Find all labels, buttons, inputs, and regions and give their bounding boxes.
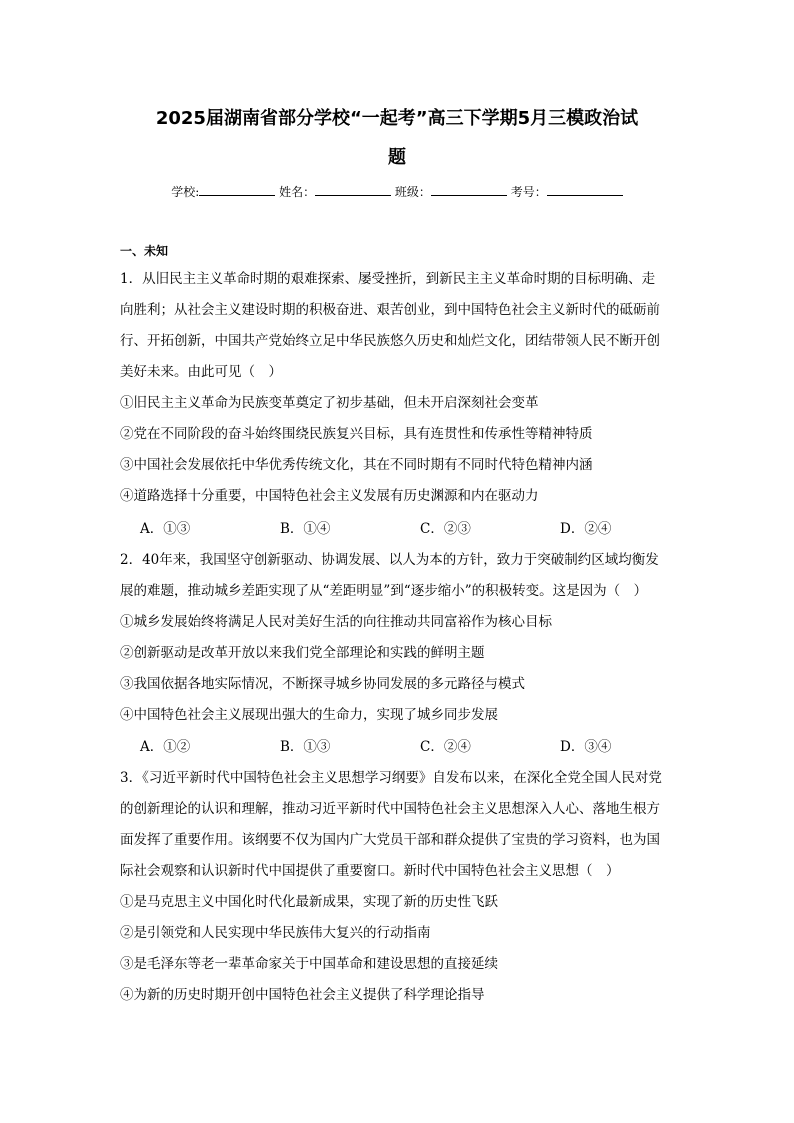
q2-statement: ①城乡发展始终将满足人民对美好生活的向往推动共同富裕作为核心目标 bbox=[120, 614, 552, 630]
q1-option-b[interactable]: B．①④ bbox=[280, 521, 331, 537]
school-label: 学校: bbox=[171, 185, 200, 199]
student-info-row bbox=[0, 182, 794, 200]
q3-statement: ③是毛泽东等老一辈革命家关于中国革命和建设思想的直接延续 bbox=[120, 956, 498, 972]
q2-option-a[interactable]: A．①② bbox=[140, 739, 191, 755]
q1-stem-line: 美好未来。由此可见（ ） bbox=[120, 364, 282, 380]
q1-statement: ③中国社会发展依托中华优秀传统文化，其在不同时期有不同时代特色精神内涵 bbox=[120, 457, 593, 473]
q3-statement: ①是马克思主义中国化时代化最新成果，实现了新的历史性飞跃 bbox=[120, 894, 498, 910]
q3-stem-line: 面发挥了重要作用。该纲要不仅为国内广大党员干部和群众提供了宝贵的学习资料，也为国 bbox=[120, 832, 660, 848]
q2-statement: ④中国特色社会主义展现出强大的生命力，实现了城乡同步发展 bbox=[120, 707, 498, 723]
q1-stem-line: 行、开拓创新，中国共产党始终立足中华民族悠久历史和灿烂文化，团结带领人民不断开创 bbox=[120, 333, 660, 349]
q1-stem-line: 1．从旧民主主义革命时期的艰难探索、屡受挫折，到新民主主义革命时期的目标明确、走 bbox=[120, 271, 656, 287]
q1-statement: ④道路选择十分重要，中国特色社会主义发展有历史渊源和内在驱动力 bbox=[120, 488, 539, 504]
class-label: 班级： bbox=[394, 185, 431, 199]
q1-option-d[interactable]: D．②④ bbox=[560, 521, 612, 537]
exam-number-label: 考号： bbox=[510, 185, 547, 199]
q3-statement: ②是引领党和人民实现中华民族伟大复兴的行动指南 bbox=[120, 925, 431, 941]
q1-option-c[interactable]: C．②③ bbox=[420, 521, 471, 537]
q3-stem-line: 3．《习近平新时代中国特色社会主义思想学习纲要》自发布以来，在深化全党全国人民对党 bbox=[120, 770, 662, 786]
name-blank[interactable] bbox=[315, 182, 391, 196]
q2-stem-line: 2．40年来，我国坚守创新驱动、协调发展、以人为本的方针，致力于突破制约区域均衡发 bbox=[120, 552, 659, 568]
q2-stem-line: 展的难题，推动城乡差距实现了从“差距明显”到“逐步缩小”的积极转变。这是因为（ ） bbox=[120, 583, 648, 599]
exam-number-blank[interactable] bbox=[547, 182, 623, 196]
exam-title-line-1: 2025届湖南省部分学校“一起考”高三下学期5月三模政治试 bbox=[155, 108, 639, 129]
section-heading: 一、未知 bbox=[120, 244, 169, 258]
exam-title-line-2: 题 bbox=[388, 147, 406, 168]
q3-stem-line: 的创新理论的认识和理解，推动习近平新时代中国特色社会主义思想深入人心、落地生根方 bbox=[120, 801, 660, 817]
q2-statement: ③我国依据各地实际情况，不断探寻城乡协同发展的多元路径与模式 bbox=[120, 676, 525, 692]
q2-option-d[interactable]: D．③④ bbox=[560, 739, 612, 755]
q2-option-b[interactable]: B．①③ bbox=[280, 739, 331, 755]
q1-option-a[interactable]: A．①③ bbox=[140, 521, 191, 537]
name-label: 姓名： bbox=[279, 185, 316, 199]
class-blank[interactable] bbox=[431, 182, 507, 196]
q3-statement: ④为新的历史时期开创中国特色社会主义提供了科学理论指导 bbox=[120, 987, 485, 1003]
q1-stem-line: 向胜利；从社会主义建设时期的积极奋进、艰苦创业，到中国特色社会主义新时代的砥砺前 bbox=[120, 302, 660, 318]
q2-option-c[interactable]: C．②④ bbox=[420, 739, 471, 755]
q3-stem-line: 际社会观察和认识新时代中国提供了重要窗口。新时代中国特色社会主义思想（ ） bbox=[120, 863, 620, 879]
q1-statement: ①旧民主主义革命为民族变革奠定了初步基础，但未开启深刻社会变革 bbox=[120, 395, 539, 411]
school-blank[interactable] bbox=[199, 182, 275, 196]
q1-options bbox=[140, 520, 700, 538]
q1-statement: ②党在不同阶段的奋斗始终围绕民族复兴目标，具有连贯性和传承性等精神特质 bbox=[120, 426, 593, 442]
q2-options bbox=[140, 738, 700, 756]
q2-statement: ②创新驱动是改革开放以来我们党全部理论和实践的鲜明主题 bbox=[120, 645, 485, 661]
